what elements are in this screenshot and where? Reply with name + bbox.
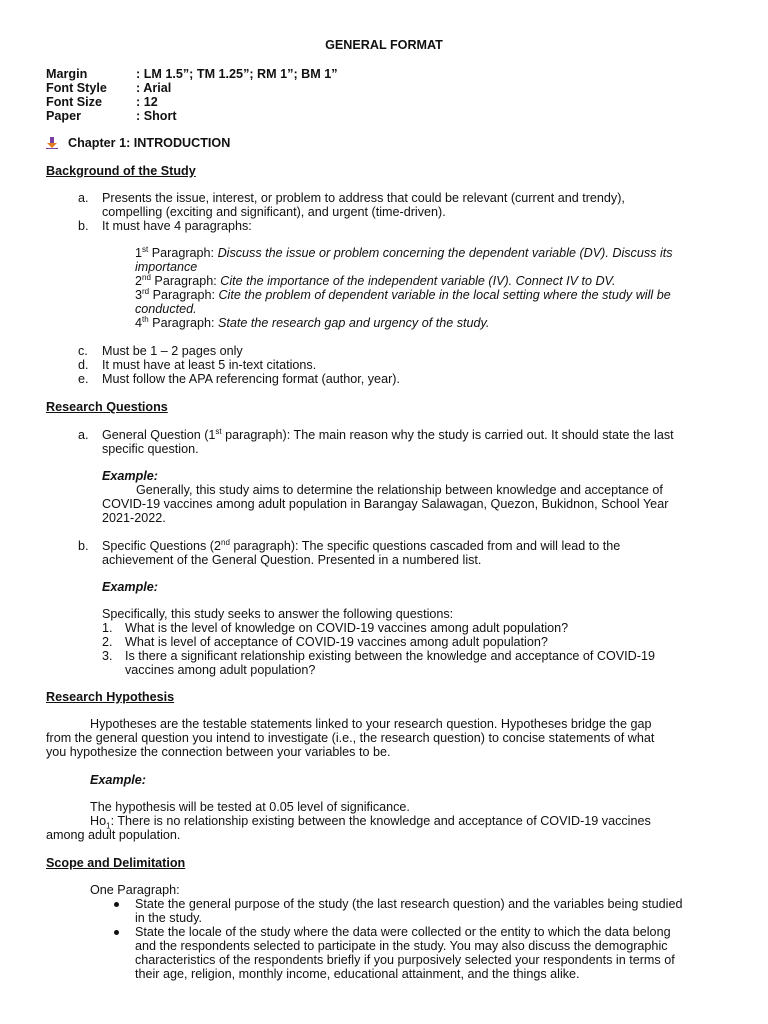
text-run: General Question (1 xyxy=(102,428,216,442)
section-heading-background: Background of the Study xyxy=(46,164,196,178)
list-marker: c. xyxy=(78,344,88,358)
paragraph-guide-3 xyxy=(135,288,725,302)
paragraph-guide-4 xyxy=(135,316,725,330)
null-hypothesis xyxy=(90,814,722,831)
text-run: paragraph): The main reason why the study is carried out. It should state the last xyxy=(221,428,674,442)
null-hypothesis: among adult population. xyxy=(46,828,181,842)
numbered-marker: 1. xyxy=(102,621,113,635)
list-marker: e. xyxy=(78,372,89,386)
text-run: paragraph): The specific questions cascaded from and will lead to the xyxy=(229,539,621,553)
numbered-marker: 2. xyxy=(102,635,113,649)
paragraph-guide-text: Cite the problem of dependent variable in the local setting where the study will be xyxy=(218,288,671,302)
list-item-text: Presents the issue, interest, or problem to address that could be relevant (current and trendy), xyxy=(102,191,625,205)
bullet-item: State the locale of the study where the data were collected or the entity to which the data belong xyxy=(135,925,671,939)
numbered-item: vaccines among adult population? xyxy=(125,663,316,677)
bullet-item: their age, religion, monthly income, educational attainment, and the things alike. xyxy=(135,967,580,981)
paragraph-label: Paragraph: xyxy=(148,246,218,260)
body-text: Hypotheses are the testable statements linked to your research question. Hypotheses bridge the gap xyxy=(90,717,652,731)
example-label: Example: xyxy=(90,773,146,787)
ordinal-number: 4 xyxy=(135,316,143,330)
list-item-text: It must have at least 5 in-text citations. xyxy=(102,358,317,372)
paragraph-label: Paragraph: xyxy=(149,288,219,302)
example-intro: Specifically, this study seeks to answer the following questions: xyxy=(102,607,454,621)
ordinal-number: 1 xyxy=(135,246,143,260)
format-value: : Short xyxy=(136,109,177,123)
numbered-marker: 3. xyxy=(102,649,113,663)
list-item-text xyxy=(102,428,722,442)
paragraph-guide-text: Cite the importance of the independent variable (IV). Connect IV to DV. xyxy=(220,274,616,288)
subscript: 1 xyxy=(106,821,111,831)
ordinal-suffix: st xyxy=(215,426,222,436)
text-run: : There is no relationship existing between the knowledge and acceptance of COVID-19 vaccines xyxy=(110,814,651,828)
chapter-heading: Chapter 1: INTRODUCTION xyxy=(68,136,231,150)
paragraph-guide-text: State the research gap and urgency of the study. xyxy=(218,316,490,330)
ordinal-number: 2 xyxy=(135,274,143,288)
paragraph-guide-text: Discuss the issue or problem concerning the dependent variable (DV). Discuss its xyxy=(217,246,673,260)
bullet-item: in the study. xyxy=(135,911,202,925)
format-key: Paper xyxy=(46,109,82,123)
format-spec-row-font-size xyxy=(46,95,158,109)
ordinal-suffix: nd xyxy=(142,272,151,282)
format-spec-row-margin xyxy=(46,67,338,81)
format-key: Font Style xyxy=(46,81,107,95)
bullet-icon xyxy=(114,902,119,907)
format-value: : LM 1.5”; TM 1.25”; RM 1”; BM 1” xyxy=(136,67,338,81)
list-item-text: Must follow the APA referencing format (author, year). xyxy=(102,372,400,386)
section-heading-research-questions: Research Questions xyxy=(46,400,168,414)
numbered-item: What is level of acceptance of COVID-19 vaccines among adult population? xyxy=(125,635,548,649)
format-key: Margin xyxy=(46,67,88,81)
body-text: from the general question you intend to investigate (i.e., the research question) to concise statements of what xyxy=(46,731,655,745)
ordinal-suffix: rd xyxy=(142,286,150,296)
numbered-item: What is the level of knowledge on COVID-19 vaccines among adult population? xyxy=(125,621,569,635)
ordinal-suffix: st xyxy=(142,244,149,254)
example-text: The hypothesis will be tested at 0.05 level of significance. xyxy=(90,800,410,814)
bullet-item: characteristics of the respondents briefly if you purposively selected your respondents in terms of xyxy=(135,953,675,967)
paragraph-guide-text: importance xyxy=(135,260,198,274)
format-value: : 12 xyxy=(136,95,158,109)
list-marker: b. xyxy=(78,539,89,553)
format-spec-row-font-style xyxy=(46,81,171,95)
list-marker: a. xyxy=(78,428,89,442)
section-heading-research-hypothesis: Research Hypothesis xyxy=(46,690,175,704)
list-item-text xyxy=(102,539,722,553)
paragraph-guide-1 xyxy=(135,246,725,260)
format-value: : Arial xyxy=(136,81,172,95)
page-title: GENERAL FORMAT xyxy=(325,38,443,52)
ordinal-suffix: th xyxy=(142,314,149,324)
scope-intro: One Paragraph: xyxy=(90,883,180,897)
list-marker: b. xyxy=(78,219,89,233)
ordinal-suffix: nd xyxy=(221,537,230,547)
example-text: 2021-2022. xyxy=(102,511,166,525)
format-spec-row-paper xyxy=(46,109,177,123)
numbered-item: Is there a significant relationship existing between the knowledge and acceptance of COVID-19 xyxy=(125,649,655,663)
format-key: Font Size xyxy=(46,95,102,109)
ordinal-number: 3 xyxy=(135,288,143,302)
list-marker: d. xyxy=(78,358,89,372)
text-run: Specific Questions (2 xyxy=(102,539,221,553)
list-item-text: achievement of the General Question. Presented in a numbered list. xyxy=(102,553,482,567)
example-label: Example: xyxy=(102,469,158,483)
list-item-text: Must be 1 – 2 pages only xyxy=(102,344,243,358)
bullet-item: and the respondents selected to participate in the study. You may also discuss the demographic xyxy=(135,939,668,953)
list-item-text: specific question. xyxy=(102,442,199,456)
paragraph-label: Paragraph: xyxy=(148,316,218,330)
bullet-item: State the general purpose of the study (the last research question) and the variables being studied xyxy=(135,897,683,911)
section-heading-scope: Scope and Delimitation xyxy=(46,856,186,870)
body-text: you hypothesize the connection between your variables to be. xyxy=(46,745,391,759)
list-item-text: compelling (exciting and significant), and urgent (time-driven). xyxy=(102,205,446,219)
paragraph-guide-2 xyxy=(135,274,725,288)
example-text: Generally, this study aims to determine the relationship between knowledge and acceptance of xyxy=(136,483,663,497)
list-item-text: It must have 4 paragraphs: xyxy=(102,219,252,233)
paragraph-guide-text: conducted. xyxy=(135,302,197,316)
paragraph-label: Paragraph: xyxy=(150,274,221,288)
example-text: COVID-19 vaccines among adult population in Barangay Salawagan, Quezon, Bukidnon, School Year xyxy=(102,497,669,511)
download-arrow-icon xyxy=(46,137,58,149)
bullet-icon xyxy=(114,930,119,935)
example-label: Example: xyxy=(102,580,158,594)
text-run: Ho xyxy=(90,814,107,828)
list-marker: a. xyxy=(78,191,89,205)
